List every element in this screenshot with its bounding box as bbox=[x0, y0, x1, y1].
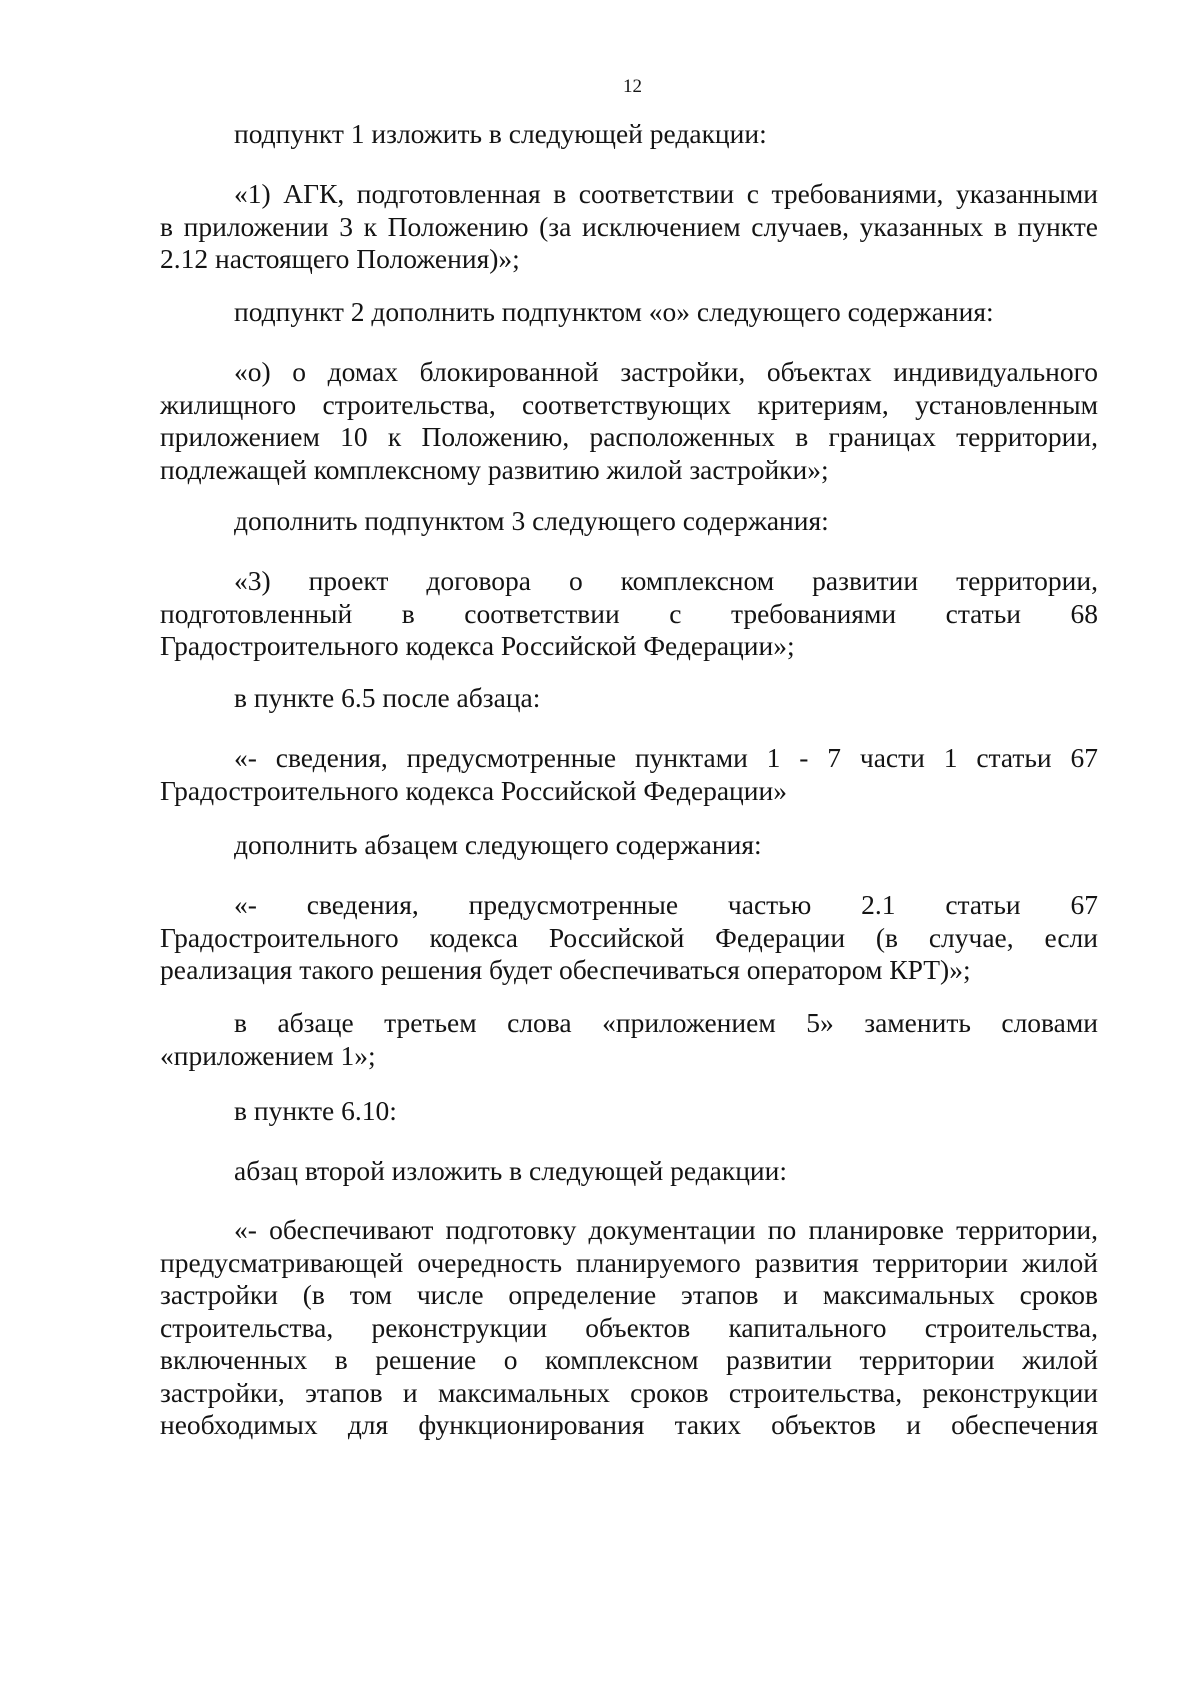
text-line: в приложении 3 к Положению (за исключением случаев, указанных в пункте bbox=[160, 210, 1098, 242]
text-line: 2.12 настоящего Положения)»; bbox=[160, 243, 520, 274]
text-line: подготовленный в соответствии с требованиями статьи 68 bbox=[160, 597, 1098, 629]
text-line: приложением 10 к Положению, расположенных в границах территории, bbox=[160, 421, 1098, 452]
text-line: «3) проект договора о комплексном развитии территории, bbox=[234, 565, 1098, 596]
paragraph bbox=[160, 1214, 1098, 1442]
text-line: подпункт 2 дополнить подпунктом «о» следующего содержания: bbox=[234, 296, 994, 327]
text-line: строительства, реконструкции объектов капитального строительства, bbox=[160, 1311, 1098, 1343]
paragraph bbox=[160, 1095, 1098, 1128]
text-line: абзац второй изложить в следующей редакции: bbox=[234, 1155, 788, 1186]
text-line: «приложением 1»; bbox=[160, 1039, 376, 1071]
paragraph bbox=[160, 1007, 1098, 1072]
text-line: Градостроительного кодекса Российской Федерации» bbox=[160, 774, 787, 806]
text-line: жилищного строительства, соответствующих критериям, установленным bbox=[160, 388, 1098, 420]
text-line: реализация такого решения будет обеспечиваться оператором КРТ)»; bbox=[160, 954, 971, 985]
paragraph bbox=[160, 742, 1098, 807]
paragraph bbox=[160, 178, 1098, 276]
paragraph bbox=[160, 505, 1098, 538]
page-number: 12 bbox=[623, 76, 642, 97]
paragraph bbox=[160, 682, 1098, 715]
text-line: «о) о домах блокированной застройки, объектах индивидуального bbox=[234, 356, 1098, 387]
paragraph bbox=[160, 356, 1098, 486]
text-line: необходимых для функционирования таких объектов и обеспечения bbox=[160, 1409, 1098, 1440]
text-line: подлежащей комплексному развитию жилой застройки»; bbox=[160, 453, 829, 485]
text-line: «- сведения, предусмотренные пунктами 1 - 7 части 1 статьи 67 bbox=[234, 742, 1098, 773]
text-line: в пункте 6.10: bbox=[234, 1095, 397, 1126]
text-line: Градостроительного кодекса Российской Федерации (в случае, если bbox=[160, 921, 1098, 953]
paragraph bbox=[160, 118, 1098, 151]
paragraph bbox=[160, 296, 1098, 329]
text-line: в пункте 6.5 после абзаца: bbox=[234, 682, 541, 713]
text-line: застройки (в том числе определение этапов и максимальных сроков bbox=[160, 1279, 1098, 1310]
text-line: дополнить подпунктом 3 следующего содержания: bbox=[234, 505, 829, 536]
paragraph bbox=[160, 565, 1098, 663]
text-line: Градостроительного кодекса Российской Федерации»; bbox=[160, 630, 795, 661]
paragraph bbox=[160, 829, 1098, 862]
text-line: подпункт 1 изложить в следующей редакции: bbox=[234, 118, 767, 149]
text-line: включенных в решение о комплексном развитии территории жилой bbox=[160, 1344, 1098, 1375]
text-line: «- сведения, предусмотренные частью 2.1 статьи 67 bbox=[234, 889, 1098, 920]
paragraph bbox=[160, 889, 1098, 987]
text-line: предусматривающей очередность планируемого развития территории жилой bbox=[160, 1246, 1098, 1278]
text-line: «- обеспечивают подготовку документации по планировке территории, bbox=[234, 1214, 1098, 1245]
text-line: дополнить абзацем следующего содержания: bbox=[234, 829, 762, 860]
paragraph bbox=[160, 1155, 1098, 1188]
text-line: в абзаце третьем слова «приложением 5» заменить словами bbox=[234, 1007, 1098, 1038]
text-line: «1) АГК, подготовленная в соответствии с требованиями, указанными bbox=[234, 178, 1098, 209]
text-line: застройки, этапов и максимальных сроков строительства, реконструкции bbox=[160, 1376, 1098, 1408]
